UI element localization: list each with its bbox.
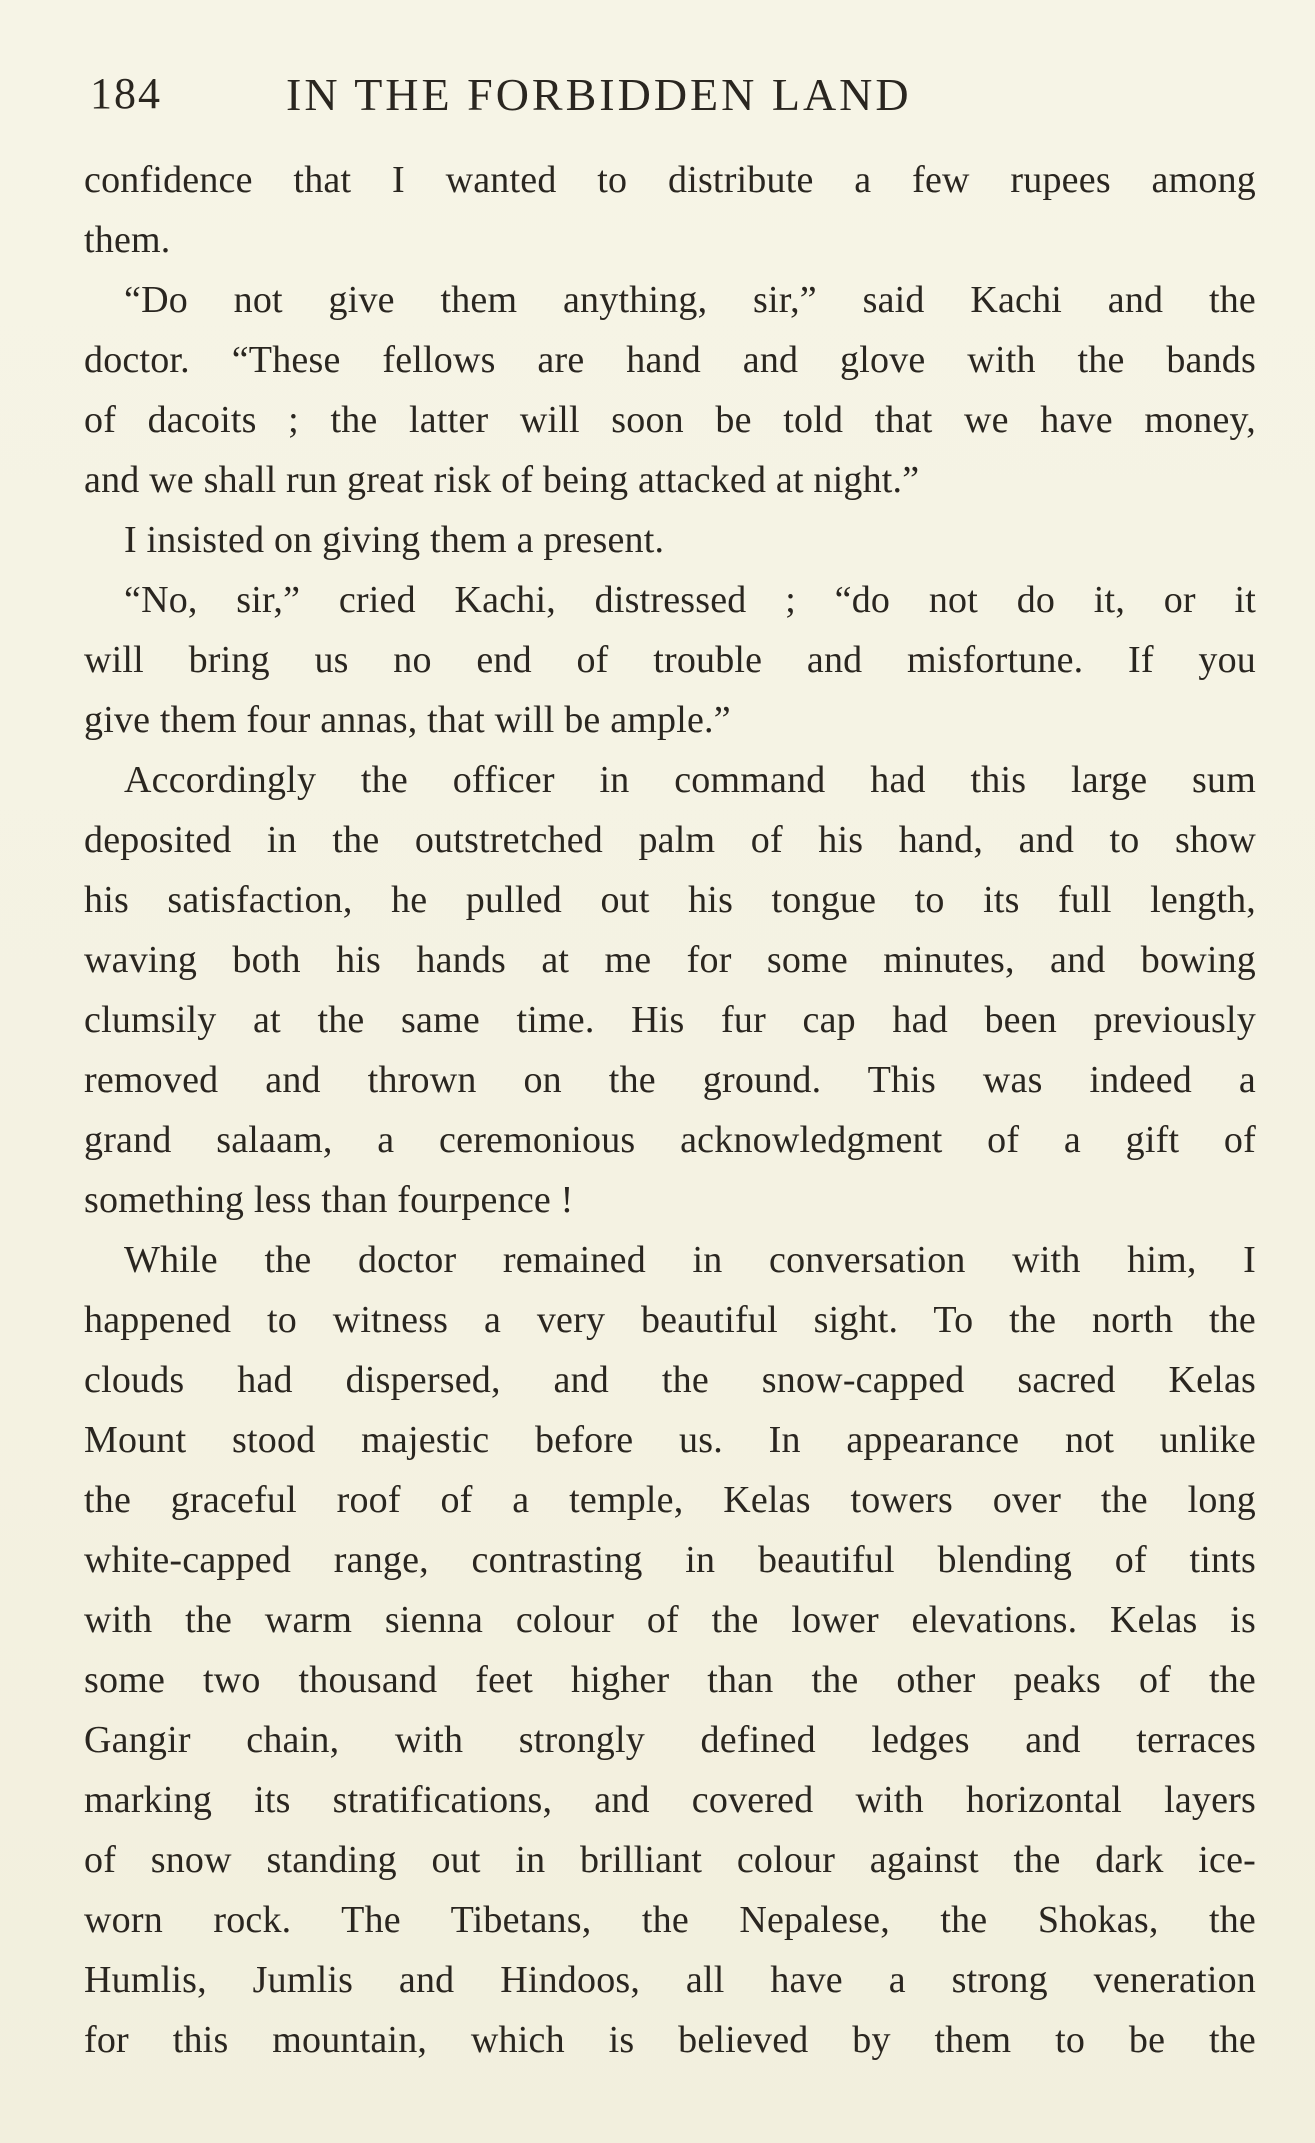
text-line: waving both his hands at me for some minutes, and bowing [84,939,1256,981]
page-header [90,68,1260,128]
text-line: I insisted on giving them a present. [124,519,665,561]
text-line: of dacoits ; the latter will soon be told that we have money, [84,399,1256,441]
text-line: for this mountain, which is believed by them to be the [84,2019,1256,2061]
text-line: with the warm sienna colour of the lower elevations. Kelas is [84,1599,1256,1641]
text-line: worn rock. The Tibetans, the Nepalese, the Shokas, the [84,1899,1256,1941]
text-line: his satisfaction, he pulled out his tongue to its full length, [84,879,1256,921]
text-line: Gangir chain, with strongly defined ledges and terraces [84,1719,1256,1761]
text-line: give them four annas, that will be ample.” [84,699,731,741]
body-text [84,150,1256,2070]
text-line: happened to witness a very beautiful sight. To the north the [84,1299,1256,1341]
text-line: and we shall run great risk of being attacked at night.” [84,459,920,501]
text-line: Accordingly the officer in command had this large sum [124,759,1256,801]
text-line: Humlis, Jumlis and Hindoos, all have a strong veneration [84,1959,1256,2001]
text-line: While the doctor remained in conversation with him, I [124,1239,1256,1281]
text-line: clouds had dispersed, and the snow-capped sacred Kelas [84,1359,1256,1401]
text-line: white-capped range, contrasting in beautiful blending of tints [84,1539,1256,1581]
text-line: grand salaam, a ceremonious acknowledgment of a gift of [84,1119,1256,1161]
text-line: Mount stood majestic before us. In appearance not unlike [84,1419,1256,1461]
text-line: something less than fourpence ! [84,1179,574,1221]
text-line: “No, sir,” cried Kachi, distressed ; “do not do it, or it [124,579,1256,621]
text-line: clumsily at the same time. His fur cap had been previously [84,999,1256,1041]
page-number: 184 [90,69,162,118]
text-line: some two thousand feet higher than the other peaks of the [84,1659,1256,1701]
running-title: IN THE FORBIDDEN LAND [286,69,912,120]
text-line: marking its stratifications, and covered with horizontal layers [84,1779,1256,1821]
text-line: will bring us no end of trouble and misfortune. If you [84,639,1256,681]
text-line: confidence that I wanted to distribute a few rupees among [84,159,1256,201]
text-line: them. [84,219,171,261]
text-line: “Do not give them anything, sir,” said Kachi and the [124,279,1256,321]
text-line: removed and thrown on the ground. This was indeed a [84,1059,1256,1101]
text-line: of snow standing out in brilliant colour against the dark ice- [84,1839,1256,1881]
text-line: the graceful roof of a temple, Kelas towers over the long [84,1479,1256,1521]
text-line: deposited in the outstretched palm of his hand, and to show [84,819,1256,861]
text-line: doctor. “These fellows are hand and glove with the bands [84,339,1256,381]
